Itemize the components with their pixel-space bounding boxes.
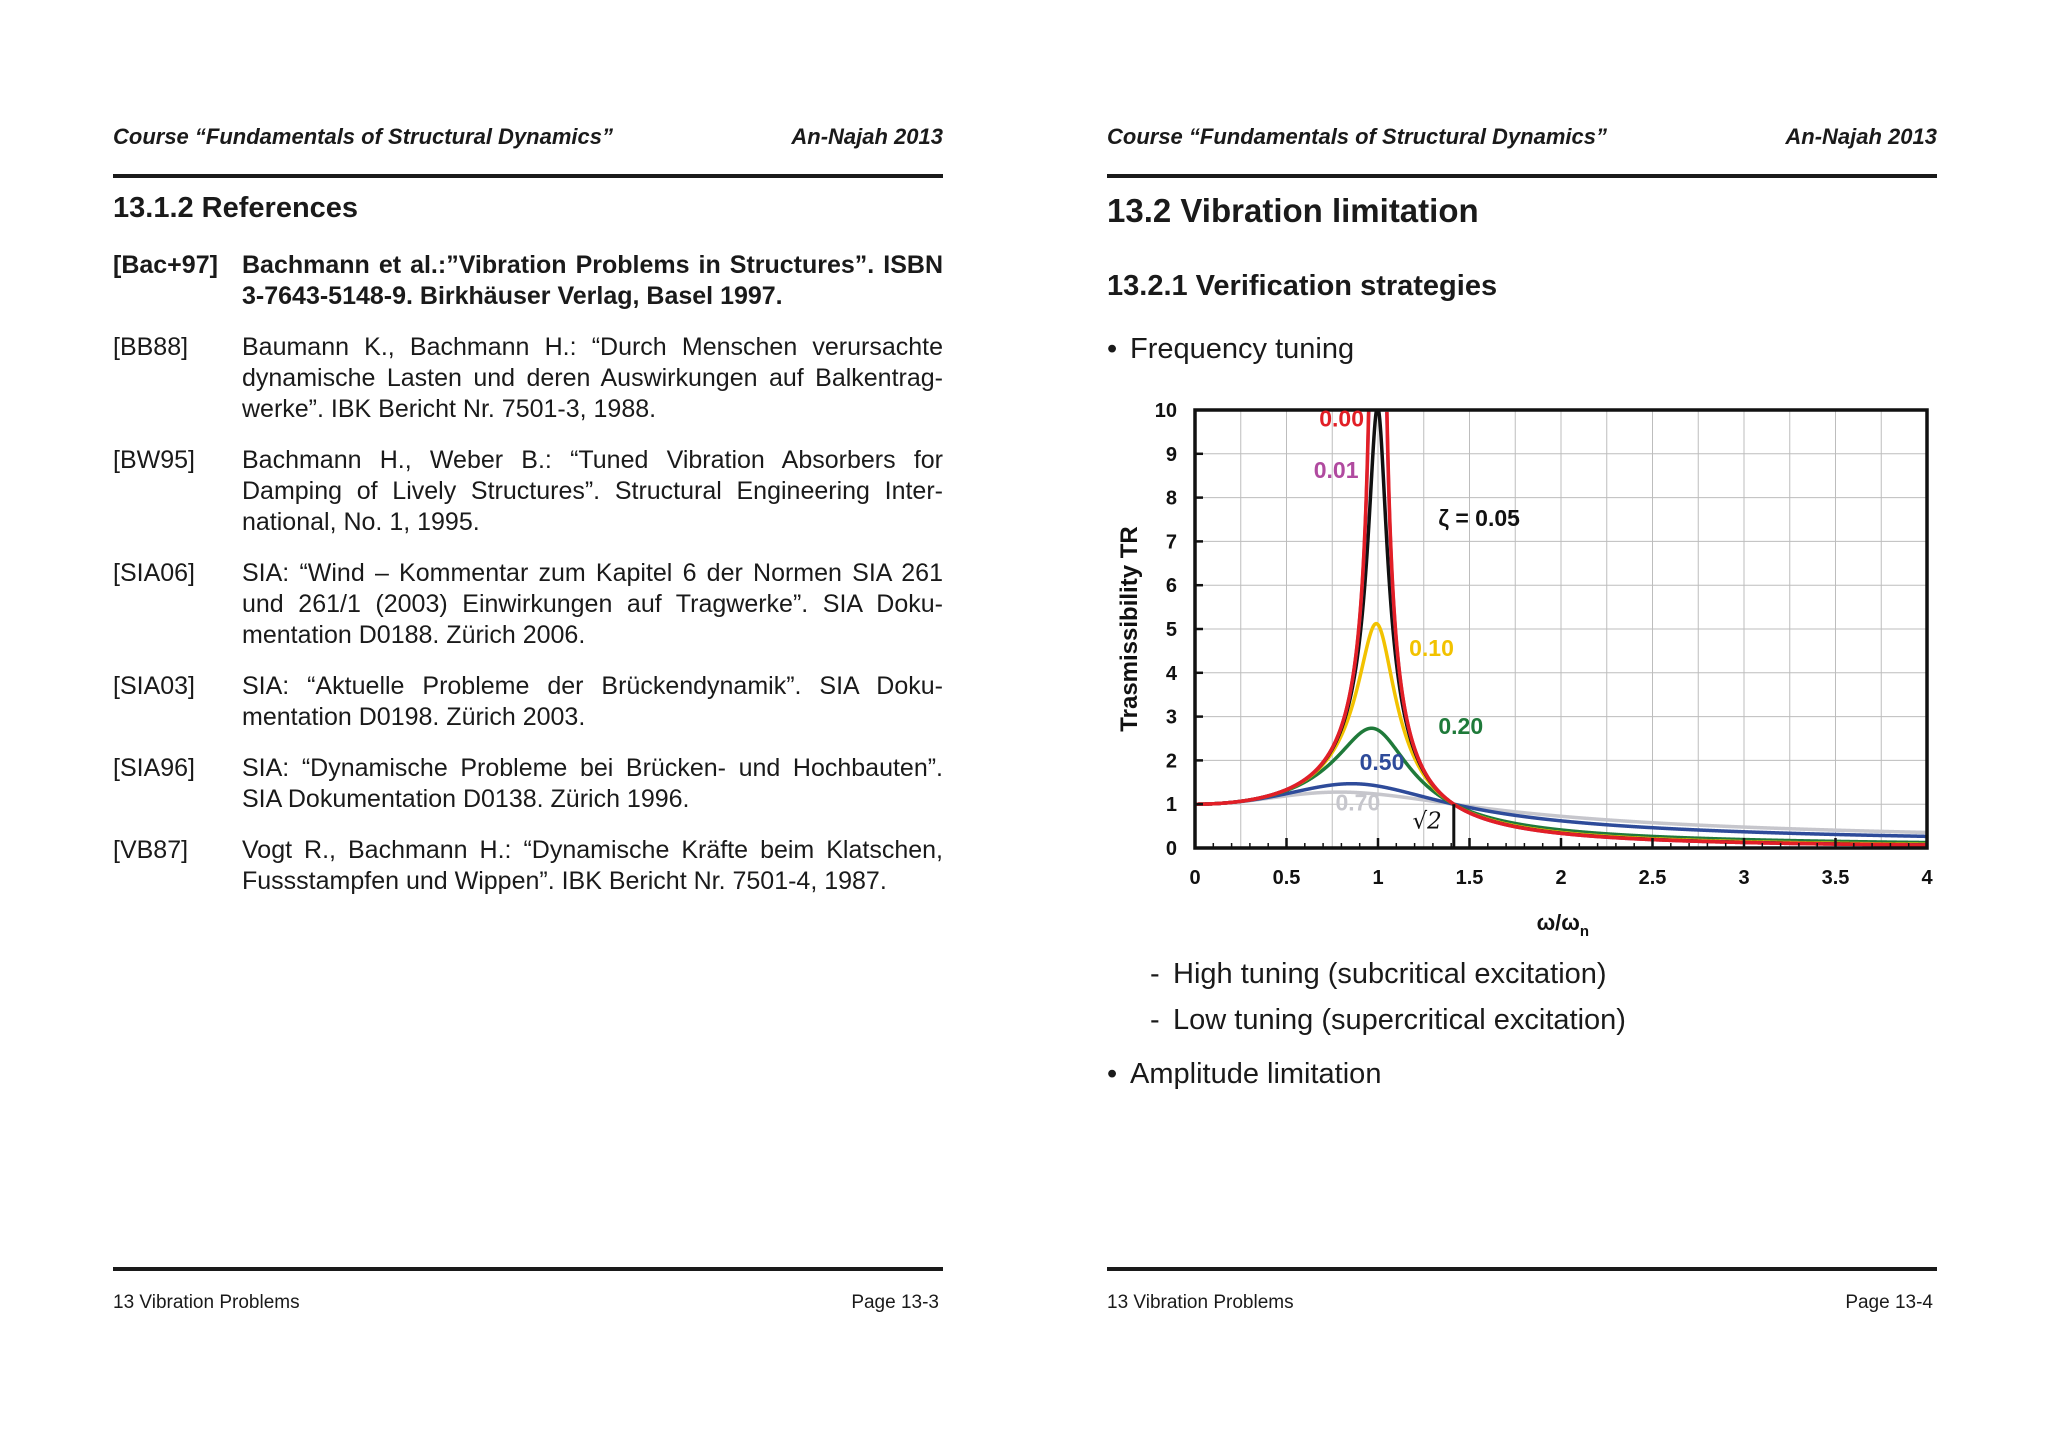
footer-rule <box>1107 1267 1937 1271</box>
reference-text: SIA: “Aktuelle Probleme der Brückendynamik”. SIA Doku-mentation D0198. Zürich 2003. <box>242 672 943 731</box>
x-tick-label: 1.5 <box>1455 867 1484 889</box>
x-tick-label: 2 <box>1555 867 1567 889</box>
subsection-title: 13.2.1 Verification strategies <box>1107 270 1498 302</box>
reference-key: [Bac+97] <box>113 251 218 279</box>
series-label-0.70: 0.70 <box>1335 789 1381 816</box>
bullet-item <box>1107 333 1354 366</box>
bullet-icon: • <box>1107 1058 1118 1090</box>
y-tick-label: 5 <box>1165 619 1177 641</box>
reference-key: [SIA06] <box>113 559 195 587</box>
reference-text: Vogt R., Bachmann H.: “Dynamische Kräfte beim Klatschen, Fussstampfen und Wippen”. IBK Bericht Nr. 7501-4, 1987. <box>242 836 943 895</box>
reference-item <box>113 753 943 815</box>
x-tick-label: 0.5 <box>1272 867 1301 889</box>
header-rule <box>113 174 943 178</box>
series-label-0.05: ζ = 0.05 <box>1438 505 1520 532</box>
y-tick-label: 4 <box>1165 662 1177 685</box>
page-number: Page 13-4 <box>1845 1292 1933 1313</box>
series-label-0.10: 0.10 <box>1409 635 1454 662</box>
bullet-text: Frequency tuning <box>1130 333 1355 365</box>
reference-item <box>113 558 943 651</box>
chapter-name: 13 Vibration Problems <box>1107 1292 1294 1313</box>
y-tick-label: 8 <box>1165 487 1177 510</box>
right-page <box>1107 0 1937 1448</box>
sub-item-text: High tuning (subcritical excitation) <box>1173 958 1607 990</box>
x-tick-label: 2.5 <box>1638 867 1667 889</box>
reference-item <box>113 250 943 312</box>
chapter-name: 13 Vibration Problems <box>113 1292 300 1313</box>
institution: An-Najah 2013 <box>1785 124 1937 149</box>
reference-list <box>113 250 943 917</box>
y-tick-label: 0 <box>1165 838 1177 860</box>
left-page <box>113 0 943 1448</box>
y-axis-label: Trasmissibility TR <box>1116 526 1143 732</box>
reference-text: Baumann K., Bachmann H.: “Durch Menschen verursachte dynamische Lasten und deren Auswirkungen auf Balkentrag-werke”. IBK Bericht Nr. 7501-3, 1988. <box>242 333 943 423</box>
y-tick-label: 9 <box>1165 443 1177 466</box>
y-tick-label: 6 <box>1165 575 1177 598</box>
y-tick-label: 3 <box>1165 706 1177 729</box>
chart-labels <box>1116 400 1933 940</box>
x-tick-label: 3 <box>1738 867 1750 889</box>
series-label-0.00: 0.00 <box>1319 405 1364 432</box>
reference-text: Bachmann H., Weber B.: “Tuned Vibration Absorbers for Damping of Lively Structures”. Structural Engineering Inter-national, No. 1, 1995. <box>242 446 943 536</box>
reference-text: SIA: “Dynamische Probleme bei Brücken- und Hochbauten”. SIA Dokumentation D0138. Zürich 1996. <box>242 754 943 813</box>
reference-key: [BW95] <box>113 446 195 474</box>
reference-key: [VB87] <box>113 836 189 864</box>
sub-item-text: Low tuning (supercritical excitation) <box>1173 1004 1626 1036</box>
reference-key: [SIA03] <box>113 672 195 700</box>
sqrt2-annotation: √2 <box>1412 808 1442 835</box>
reference-text: SIA: “Wind – Kommentar zum Kapitel 6 der Normen SIA 261 und 261/1 (2003) Einwirkungen auf Tragwerke”. SIA Doku-mentation D0188. Zürich 2006. <box>242 559 943 649</box>
x-axis-label-subscript: n <box>1579 923 1590 940</box>
reference-text: Bachmann et al.:”Vibration Problems in Structures”. ISBN 3-7643-5148-9. Birkhäuser Verlag, Basel 1997. <box>242 251 943 310</box>
reference-item <box>113 671 943 733</box>
section-title: 13.1.2 References <box>113 192 359 224</box>
reference-item <box>113 835 943 897</box>
series-label-0.50: 0.50 <box>1359 749 1405 776</box>
series-label-0.01: 0.01 <box>1313 456 1359 483</box>
x-axis-label: $\omega/\omega_n$ <box>1536 910 1590 940</box>
page-number: Page 13-3 <box>851 1292 939 1313</box>
sub-list-item <box>1150 958 1607 991</box>
page-header <box>1107 124 1937 154</box>
course-title: Course “Fundamentals of Structural Dynamics” <box>113 124 613 149</box>
section-title: 13.2 Vibration limitation <box>1107 192 1479 229</box>
bullet-text: Amplitude limitation <box>1130 1058 1382 1090</box>
reference-key: [BB88] <box>113 333 189 361</box>
course-title: Course “Fundamentals of Structural Dynamics” <box>1107 124 1607 149</box>
y-tick-label: 7 <box>1165 531 1177 554</box>
x-tick-label: 1 <box>1372 867 1384 889</box>
dash-icon: - <box>1150 1004 1160 1036</box>
x-tick-label: 3.5 <box>1821 867 1850 889</box>
reference-item <box>113 332 943 425</box>
y-tick-label: 2 <box>1165 750 1177 773</box>
footer-rule <box>113 1267 943 1271</box>
bullet-icon: • <box>1107 333 1118 365</box>
series-label-0.20: 0.20 <box>1438 713 1484 740</box>
x-tick-label: 4 <box>1921 867 1933 889</box>
y-tick-label: 1 <box>1165 794 1177 817</box>
transmissibility-chart <box>1107 385 1937 945</box>
institution: An-Najah 2013 <box>791 124 943 149</box>
sub-list-item <box>1150 1004 1626 1037</box>
y-tick-label: 10 <box>1154 400 1177 422</box>
page-header <box>113 124 943 154</box>
reference-key: [SIA96] <box>113 754 195 782</box>
x-tick-label: 0 <box>1189 867 1201 889</box>
bullet-item <box>1107 1058 1381 1091</box>
header-rule <box>1107 174 1937 178</box>
dash-icon: - <box>1150 958 1160 990</box>
reference-item <box>113 445 943 538</box>
